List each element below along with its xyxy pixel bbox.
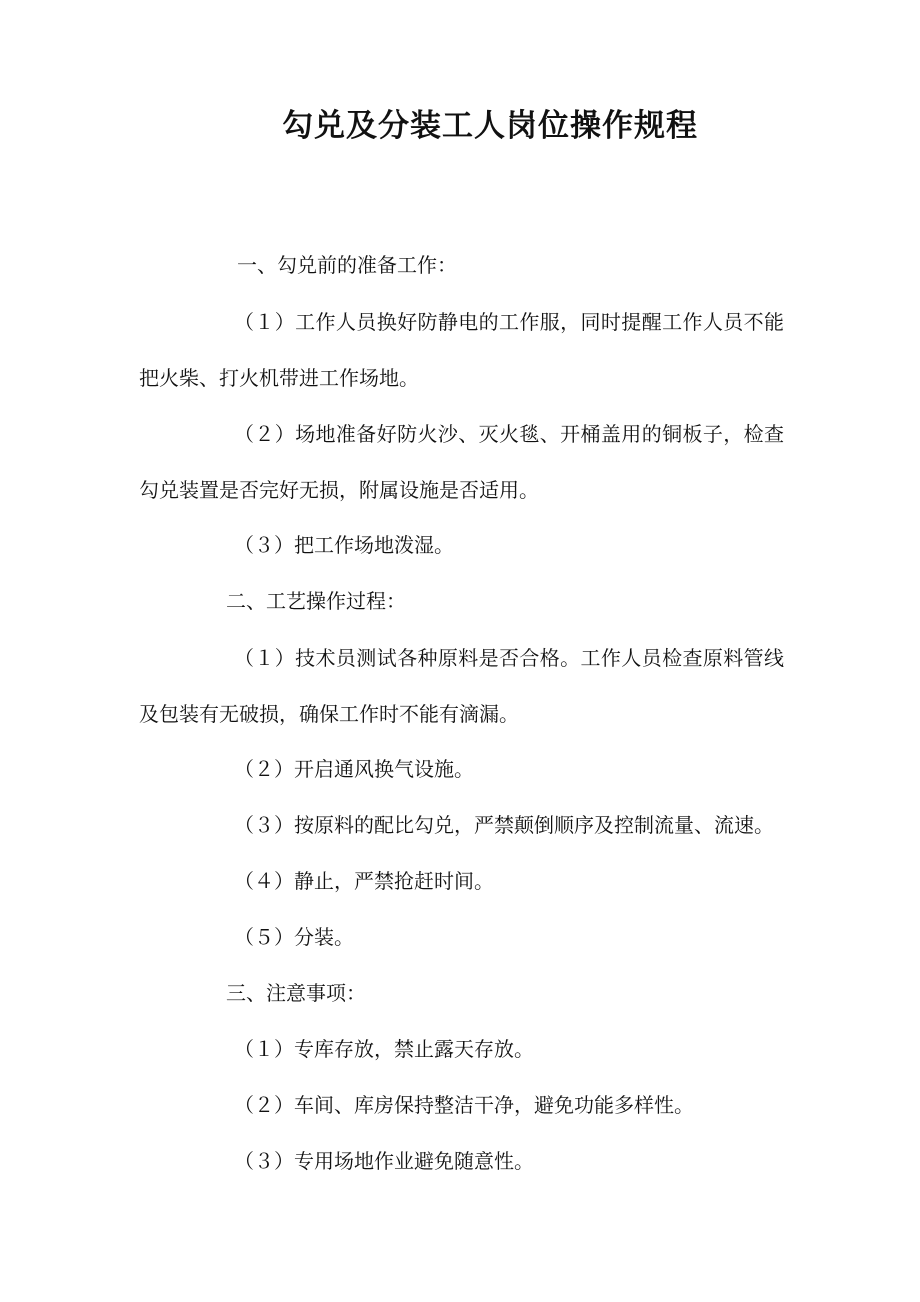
section-1-item-3: （３）把工作场地泼湿。: [234, 533, 454, 557]
section-1-item-2: （２）场地准备好防火沙、灭火毯、开桶盖用的铜板子，检查勾兑装置是否完好无损，附属设施是否适用。: [139, 422, 784, 502]
section-3-item-3: （３）专用场地作业避免随意性。: [234, 1149, 534, 1173]
section-2-item-5: （５）分装。: [234, 925, 354, 949]
section-heading-preparation: 一、勾兑前的准备工作：: [237, 253, 457, 277]
section-2-item-3: （３）按原料的配比勾兑，严禁颠倒顺序及控制流量、流速。: [234, 813, 774, 837]
section-3-item-1: （１）专库存放，禁止露天存放。: [234, 1037, 534, 1061]
section-3-item-2: （２）车间、库房保持整洁干净，避免功能多样性。: [234, 1093, 694, 1117]
document-title: 勾兑及分装工人岗位操作规程: [282, 108, 698, 144]
section-heading-notes: 三、注意事项：: [226, 981, 366, 1005]
section-2-item-4: （４）静止，严禁抢赶时间。: [234, 869, 494, 893]
section-heading-process: 二、工艺操作过程：: [226, 589, 406, 613]
section-1-item-1: （１）工作人员换好防静电的工作服，同时提醒工作人员不能把火柴、打火机带进工作场地。: [139, 310, 784, 390]
section-2-item-1: （１）技术员测试各种原料是否合格。工作人员检查原料管线及包装有无破损，确保工作时不能有滴漏。: [139, 646, 784, 726]
section-2-item-2: （２）开启通风换气设施。: [234, 757, 474, 781]
